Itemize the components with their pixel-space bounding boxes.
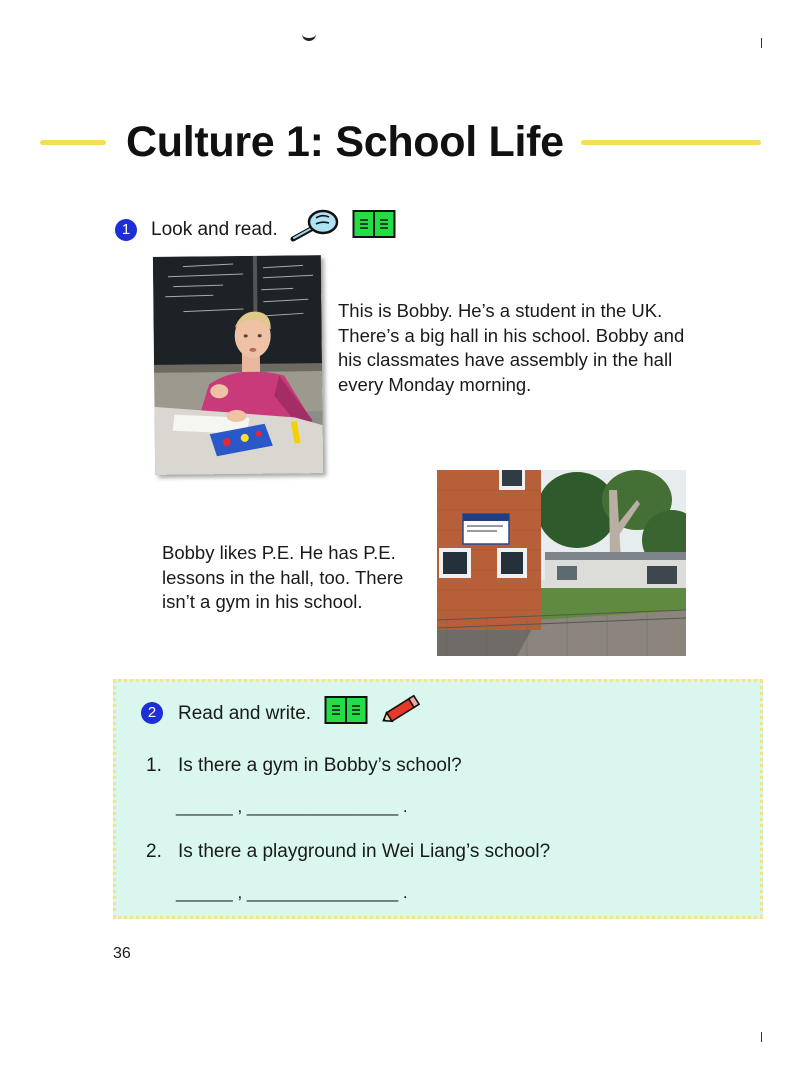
page-number: 36 xyxy=(113,945,131,962)
question-2-text: Is there a playground in Wei Liang’s school? xyxy=(178,841,551,862)
section-1-heading: Look and read. xyxy=(151,219,278,240)
book-icon xyxy=(324,695,368,725)
question-1-answer-line[interactable]: ______ , ________________ . xyxy=(176,797,408,816)
paragraph-line: Bobby likes P.E. He has P.E. xyxy=(162,542,396,563)
paragraph-line: his classmates have assembly in the hall xyxy=(338,349,673,370)
paragraph-line: lessons in the hall, too. There xyxy=(162,566,404,588)
question-1-text: Is there a gym in Bobby’s school? xyxy=(178,755,462,776)
paragraph-bobby-pe xyxy=(162,541,403,615)
paragraph-line: This is Bobby. He’s a student in the UK. xyxy=(338,300,663,321)
section-2-number-badge: 2 xyxy=(141,702,163,724)
paragraph-line: isn’t a gym in his school. xyxy=(162,591,363,612)
page-title: Culture 1: School Life xyxy=(126,118,564,166)
top-mark xyxy=(302,34,316,41)
title-line-left xyxy=(40,140,106,145)
pencil-icon xyxy=(379,692,425,726)
school-building-photo xyxy=(437,470,686,656)
paragraph-line: every Monday morning. xyxy=(338,373,532,395)
paragraph-bobby-hall xyxy=(338,299,684,397)
paragraph-line: There’s a big hall in his school. Bobby and xyxy=(338,324,685,346)
section-2-heading: Read and write. xyxy=(178,703,312,724)
magnifier-icon xyxy=(289,208,341,244)
crop-mark-top xyxy=(761,38,762,48)
crop-mark-bottom xyxy=(761,1032,762,1042)
classroom-photo xyxy=(153,255,323,475)
book-icon xyxy=(352,209,396,239)
question-2-answer-line[interactable]: ______ , ________________ . xyxy=(176,883,408,902)
section-1-number-badge: 1 xyxy=(115,219,137,241)
title-line-right xyxy=(581,140,761,145)
question-2-number: 2. xyxy=(146,841,162,862)
question-1-number: 1. xyxy=(146,755,162,776)
